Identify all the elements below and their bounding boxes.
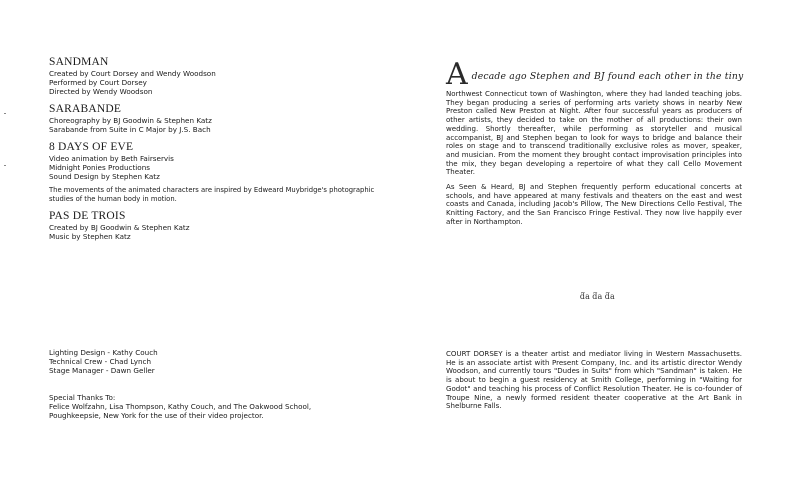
piece-credit-line: Video animation by Beth Fairservis xyxy=(49,154,174,163)
piece-pas-de-trois xyxy=(49,210,389,241)
piece-sandman xyxy=(49,56,389,96)
piece-credit-line: Sarabande from Suite in C Major by J.S. Bach xyxy=(49,125,211,134)
thanks-heading: Special Thanks To: xyxy=(49,393,116,402)
production-credits xyxy=(49,348,369,376)
bio-paragraph: COURT DORSEY is a theater artist and mediator living in Western Massachusetts. He is an associate artist with Present Company, Inc. and its artistic director Wendy Woodson, and currently tours "Dudes in Suits" from which "Sandman" is taken. He is about to begin a guest residency at Smith College, performing in "Waiting for Godot" and teaching his process of Conflict Resolution Theater. He is co-founder of Troupe Nine, a newly formed resident theater cooperative at the Art Bank in Shelburne Falls. xyxy=(446,349,742,411)
drop-cap: A xyxy=(446,57,468,92)
piece-title: 8 DAYS OF EVE xyxy=(49,141,134,153)
scan-mark xyxy=(4,165,6,166)
credit-line: Stage Manager - Dawn Geller xyxy=(49,366,155,376)
piece-credit-line: Sound Design by Stephen Katz xyxy=(49,172,160,181)
piece-credit-line: Directed by Wendy Woodson xyxy=(49,87,153,96)
piece-credit-line: Midnight Ponies Productions xyxy=(49,163,150,172)
piece-credit-line: Music by Stephen Katz xyxy=(49,232,131,242)
piece-title: PAS DE TROIS xyxy=(49,210,126,223)
thanks-line: Felice Wolfzahn, Lisa Thompson, Kathy Couch, and The Oakwood School, xyxy=(49,402,312,412)
special-thanks xyxy=(49,393,369,421)
scan-mark xyxy=(4,113,6,114)
piece-note: The movements of the animated characters are inspired by Edweard Muybridge's photographic studies of the human body in motion. xyxy=(49,186,375,203)
piece-8-days-of-eve xyxy=(49,141,389,203)
piece-credit-line: Choreography by BJ Goodwin & Stephen Katz xyxy=(49,116,212,125)
intro-paragraph: As Seen & Heard, BJ and Stephen frequently perform educational concerts at schools, and have appeared at many festivals and theaters on the east and west coasts and Canada, including Jacob's Pillow, The New Directions Cello Festival, The Knitting Factory, and the San Francisco Fringe Festival. They now live happily ever after in Northampton. xyxy=(446,182,742,226)
lead-sentence: decade ago Stephen and BJ found each other in the tiny xyxy=(471,71,744,82)
piece-sarabande xyxy=(49,103,389,134)
intro-paragraph: Northwest Connecticut town of Washington, where they had landed teaching jobs. They began producing a series of performing arts variety shows in nearby New Preston called New Preston at Night. After four successful years as producers of other artists, they decided to take on the mother of all productions: their own wedding. Shortly thereafter, while performing as storyteller and musical accompanist, BJ and Stephen began to look for ways to bridge and balance their roles on stage and to transcend traditionally exclusive roles as mover, speaker, and musician. From the moment they brought contact improvisation principles into the mix, they began developing a repertoire of what they call Cello Movement Theater. xyxy=(446,89,742,177)
piece-credit-line: Created by Court Dorsey and Wendy Woodson xyxy=(49,69,216,78)
piece-credit-line: Performed by Court Dorsey xyxy=(49,78,147,87)
piece-title: SANDMAN xyxy=(49,56,109,68)
about-artists xyxy=(446,57,744,227)
section-ornament: ƌa ƌa ƌa xyxy=(580,292,615,301)
thanks-line: Poughkeepsie, New York for the use of their video projector. xyxy=(49,411,264,421)
program-left-column xyxy=(49,56,389,248)
court-dorsey-bio xyxy=(446,350,742,411)
credit-line: Lighting Design - Kathy Couch xyxy=(49,348,158,357)
piece-title: SARABANDE xyxy=(49,103,122,115)
piece-credit-line: Created by BJ Goodwin & Stephen Katz xyxy=(49,223,190,233)
credit-line: Technical Crew - Chad Lynch xyxy=(49,357,152,367)
